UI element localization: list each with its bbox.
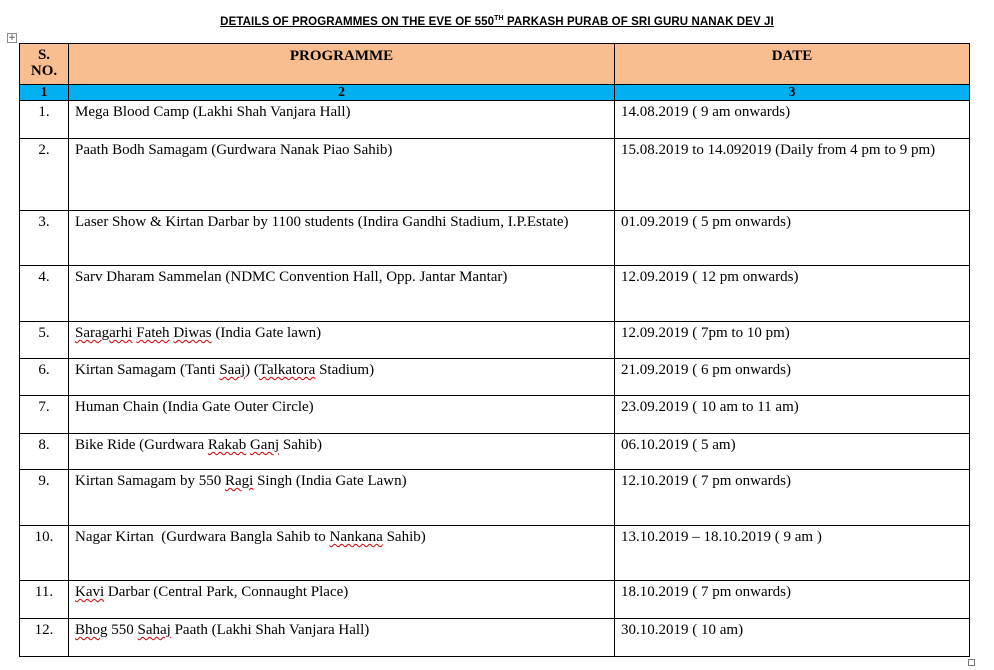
programme-cell <box>69 470 615 526</box>
date-cell: 01.09.2019 ( 5 pm onwards) <box>615 211 970 266</box>
programme-text: Sahib) <box>382 529 426 545</box>
table-row <box>20 526 970 581</box>
programme-text: Kirtan Samagam by 550 <box>75 473 225 489</box>
table-row <box>20 266 970 322</box>
sno-cell: 10. <box>20 526 69 581</box>
sno-cell: 7. <box>20 396 69 434</box>
title-superscript: TH <box>494 15 504 22</box>
programme-text: Singh (India Gate Lawn) <box>253 473 407 489</box>
sno-cell: 11. <box>20 581 69 619</box>
header-date: DATE <box>615 44 970 85</box>
header-sno <box>20 44 69 85</box>
date-cell: 21.09.2019 ( 6 pm onwards) <box>615 359 970 396</box>
table-row <box>20 396 970 434</box>
spelling-flagged-word[interactable]: Ragi <box>224 473 254 489</box>
programme-text: Stadium) <box>315 362 375 378</box>
programme-cell <box>69 619 615 657</box>
programme-cell <box>69 526 615 581</box>
spelling-flagged-word[interactable]: Nankana <box>329 529 383 545</box>
programme-text: Darbar (Central Park, Connaught Place) <box>104 584 349 600</box>
programme-text: Paath (Lakhi Shah Vanjara Hall) <box>170 622 370 638</box>
table-row <box>20 470 970 526</box>
column-number-1: 1 <box>20 85 69 101</box>
programme-text: 550 <box>107 622 138 638</box>
programme-cell: Sarv Dharam Sammelan (NDMC Convention Hall, Opp. Jantar Mantar) <box>69 266 615 322</box>
date-cell: 14.08.2019 ( 9 am onwards) <box>615 101 970 139</box>
spelling-flagged-word[interactable]: Fateh <box>136 325 170 341</box>
table-row <box>20 322 970 359</box>
resize-square-icon[interactable] <box>968 659 975 666</box>
date-cell: 30.10.2019 ( 10 am) <box>615 619 970 657</box>
sno-cell: 1. <box>20 101 69 139</box>
table-row <box>20 139 970 211</box>
programme-cell: Paath Bodh Samagam (Gurdwara Nanak Piao Sahib) <box>69 139 615 211</box>
sno-cell: 6. <box>20 359 69 396</box>
programme-cell <box>69 434 615 470</box>
column-number-3: 3 <box>615 85 970 101</box>
table-row <box>20 581 970 619</box>
spelling-flagged-word[interactable]: Saaj <box>219 362 246 378</box>
date-cell: 13.10.2019 – 18.10.2019 ( 9 am ) <box>615 526 970 581</box>
spelling-flagged-word[interactable]: Diwas <box>173 325 212 341</box>
document-title-block <box>0 12 994 30</box>
sno-cell: 9. <box>20 470 69 526</box>
date-cell: 12.09.2019 ( 7pm to 10 pm) <box>615 322 970 359</box>
date-cell: 23.09.2019 ( 10 am to 11 am) <box>615 396 970 434</box>
programme-cell: Laser Show & Kirtan Darbar by 1100 students (Indira Gandhi Stadium, I.P.Estate) <box>69 211 615 266</box>
spelling-flagged-word[interactable]: Talkatora <box>258 362 316 378</box>
programme-text: (India Gate lawn) <box>211 325 322 341</box>
date-cell: 12.09.2019 ( 12 pm onwards) <box>615 266 970 322</box>
programme-text: ) ( <box>245 362 259 378</box>
spelling-flagged-word[interactable]: Sahaj <box>137 622 171 638</box>
programme-text: Bike Ride (Gurdwara <box>75 437 208 453</box>
spelling-flagged-word[interactable]: Rakab <box>207 437 247 453</box>
column-number-2: 2 <box>69 85 615 101</box>
programme-cell <box>69 322 615 359</box>
programme-cell <box>69 359 615 396</box>
date-cell: 15.08.2019 to 14.092019 (Daily from 4 pm to 9 pm) <box>615 139 970 211</box>
document-title <box>220 16 774 28</box>
date-cell: 18.10.2019 ( 7 pm onwards) <box>615 581 970 619</box>
header-programme: PROGRAMME <box>69 44 615 85</box>
programme-cell: Mega Blood Camp (Lakhi Shah Vanjara Hall) <box>69 101 615 139</box>
header-row <box>20 44 970 85</box>
spelling-flagged-word[interactable]: Bhog <box>75 622 108 638</box>
table-row <box>20 211 970 266</box>
programme-text: Sahib) <box>279 437 323 453</box>
programmes-table <box>19 43 970 657</box>
date-cell: 12.10.2019 ( 7 pm onwards) <box>615 470 970 526</box>
table-row <box>20 619 970 657</box>
programme-cell: Human Chain (India Gate Outer Circle) <box>69 396 615 434</box>
table-row <box>20 434 970 470</box>
column-number-row <box>20 85 970 101</box>
sno-cell: 4. <box>20 266 69 322</box>
sno-cell: 8. <box>20 434 69 470</box>
sno-cell: 12. <box>20 619 69 657</box>
table-row <box>20 359 970 396</box>
spelling-flagged-word[interactable]: Ganj <box>249 437 280 453</box>
table-row <box>20 101 970 139</box>
header-sno-line1: S. <box>37 47 51 63</box>
sno-cell: 2. <box>20 139 69 211</box>
sno-cell: 3. <box>20 211 69 266</box>
programme-text: Kirtan Samagam (Tanti <box>75 362 220 378</box>
programme-text: Nagar Kirtan (Gurdwara Bangla Sahib to <box>75 529 330 545</box>
spelling-flagged-word[interactable]: Saragarhi <box>75 325 133 341</box>
spelling-flagged-word[interactable]: Kavi <box>75 584 105 600</box>
sno-cell: 5. <box>20 322 69 359</box>
move-cross-icon[interactable]: + <box>8 33 16 43</box>
header-sno-line2: NO. <box>30 63 58 79</box>
programme-cell <box>69 581 615 619</box>
title-text-end: PARKASH PURAB OF SRI GURU NANAK DEV JI <box>503 16 774 28</box>
title-text-start: DETAILS OF PROGRAMMES ON THE EVE OF 550 <box>220 16 495 28</box>
date-cell: 06.10.2019 ( 5 am) <box>615 434 970 470</box>
